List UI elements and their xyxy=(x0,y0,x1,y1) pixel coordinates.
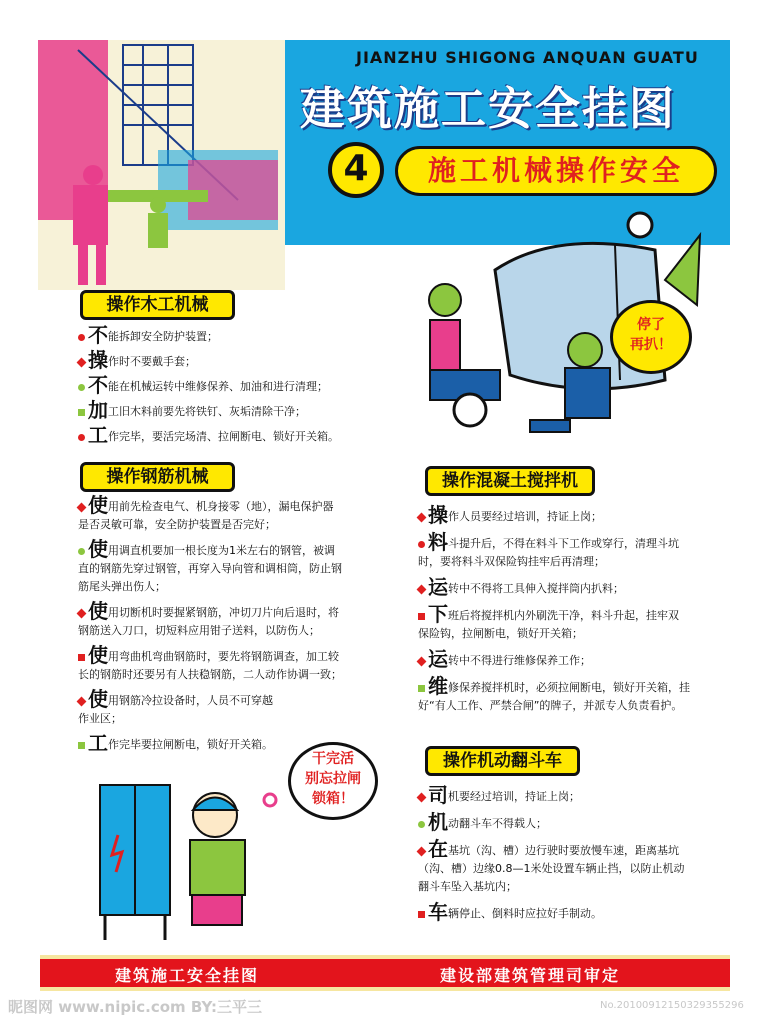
page-title: 建筑施工安全挂图 xyxy=(300,82,677,135)
footer-left-text: 建筑施工安全挂图 xyxy=(115,966,260,985)
list-item xyxy=(78,537,403,596)
item-lead-char: 工 xyxy=(88,731,108,755)
list-item xyxy=(418,837,733,896)
item-text-continued: 作业区； xyxy=(78,712,122,725)
section-title-mixer: 操作混凝土搅拌机 xyxy=(425,466,595,496)
item-lead-char: 下 xyxy=(428,602,448,626)
item-lead-char: 使 xyxy=(88,493,108,517)
item-lead-char: 操 xyxy=(428,503,448,527)
watermark-left: 昵图网 www.nipic.com BY:三平三 xyxy=(8,998,263,1016)
item-text: 转中不得进行维修保养工作； xyxy=(448,654,591,667)
list-item xyxy=(78,398,408,422)
bullet-icon xyxy=(417,656,427,666)
list-item xyxy=(418,602,733,643)
item-text: 用切断机时要握紧钢筋，冲切刀片向后退时，将 xyxy=(108,606,339,619)
bullet-icon xyxy=(418,911,425,918)
item-text: 作完毕要拉闸断电，锁好开关箱。 xyxy=(108,738,273,751)
bullet-icon xyxy=(78,384,85,391)
item-lead-char: 使 xyxy=(88,537,108,561)
carpentry-list xyxy=(78,323,408,451)
chart-number-badge: 4 xyxy=(328,142,384,198)
item-lead-char: 料 xyxy=(428,530,448,554)
item-lead-char: 维 xyxy=(428,674,448,698)
item-lead-char: 不 xyxy=(88,323,108,347)
item-text: 工旧木料前要先将铁钉、灰垢清除干净； xyxy=(108,405,306,418)
item-text-continued: 筋尾头弹出伤人； xyxy=(78,580,166,593)
bullet-icon xyxy=(418,685,425,692)
list-item xyxy=(78,599,403,640)
bullet-icon xyxy=(78,654,85,661)
bullet-icon xyxy=(77,502,87,512)
list-item xyxy=(418,674,733,715)
mixer-list xyxy=(418,503,733,722)
item-lead-char: 司 xyxy=(428,783,448,807)
item-lead-char: 加 xyxy=(88,398,108,422)
bullet-icon xyxy=(418,541,425,548)
item-text: 能在机械运转中维修保养、加油和进行清理； xyxy=(108,380,328,393)
list-item xyxy=(418,575,733,599)
bullet-icon xyxy=(417,584,427,594)
header-pinyin: JIANZHU SHIGONG ANQUAN GUATU xyxy=(356,48,699,67)
list-item xyxy=(418,530,733,571)
item-text: 动翻斗车不得载人； xyxy=(448,817,547,830)
speech-bubble-stop xyxy=(610,300,692,374)
item-text-continued: 翻斗车坠入基坑内； xyxy=(418,880,517,893)
item-text: 机要经过培训，持证上岗； xyxy=(448,790,580,803)
page-subtitle: 施工机械操作安全 xyxy=(395,146,717,196)
item-text: 能拆卸安全防护装置； xyxy=(108,330,218,343)
bullet-icon xyxy=(78,334,85,341)
item-text-continued: 钢筋送入刀口，切短料应用钳子送料，以防伤人； xyxy=(78,624,320,637)
list-item xyxy=(78,373,408,397)
section-title-dumper: 操作机动翻斗车 xyxy=(425,746,580,776)
list-item xyxy=(78,493,403,534)
bullet-icon xyxy=(417,846,427,856)
item-text-continued: 好“有人工作、严禁合闸”的牌子，并派专人负责看护。 xyxy=(418,699,683,712)
item-lead-char: 运 xyxy=(428,575,448,599)
list-item xyxy=(78,687,403,728)
item-lead-char: 使 xyxy=(88,599,108,623)
bubble-line: 再扒！ xyxy=(630,337,672,353)
item-text-continued: 保险钩，拉闸断电，锁好开关箱； xyxy=(418,627,583,640)
item-text: 基坑（沟、槽）边行驶时要放慢车速，距离基坑 xyxy=(448,844,679,857)
list-item xyxy=(418,503,733,527)
item-text-continued: （沟、槽）边缘0.8—1米处设置车辆止挡，以防止机动 xyxy=(418,862,685,875)
bullet-icon xyxy=(77,608,87,618)
item-text: 用钢筋冷拉设备时，人员不可穿越 xyxy=(108,694,273,707)
item-text: 用前先检查电气、机身接零（地），漏电保护器 xyxy=(108,500,334,513)
list-item xyxy=(78,323,408,347)
item-text: 辆停止、倒料时应拉好手制动。 xyxy=(448,907,602,920)
item-lead-char: 运 xyxy=(428,647,448,671)
speech-bubble-switch xyxy=(288,742,378,820)
item-text: 斗提升后，不得在料斗下工作或穿行，清理斗坑 xyxy=(448,537,679,550)
bullet-icon xyxy=(417,512,427,522)
item-lead-char: 使 xyxy=(88,687,108,711)
section-title-carpentry: 操作木工机械 xyxy=(80,290,235,320)
item-text: 用弯曲机弯曲钢筋时，要先将钢筋调查，加工较 xyxy=(108,650,339,663)
section-title-rebar: 操作钢筋机械 xyxy=(80,462,235,492)
list-item xyxy=(418,900,733,924)
bullet-icon xyxy=(78,742,85,749)
construction-workers-illustration xyxy=(38,40,285,290)
item-text: 转中不得将工具伸入搅拌筒内扒料； xyxy=(448,582,624,595)
bubble-line: 停了 xyxy=(637,317,665,333)
item-lead-char: 车 xyxy=(428,900,448,924)
bullet-icon xyxy=(418,821,425,828)
item-lead-char: 操 xyxy=(88,348,108,372)
bullet-icon xyxy=(77,696,87,706)
item-text: 用调直机要加一根长度为1米左右的钢管，被调 xyxy=(108,544,335,557)
item-text: 作完毕，要活完场清、拉闸断电、锁好开关箱。 xyxy=(108,430,339,443)
item-text-continued: 长的钢筋时还要另有人扶稳钢筋，二人动作协调一致； xyxy=(78,668,342,681)
item-lead-char: 在 xyxy=(428,837,448,861)
list-item xyxy=(78,643,403,684)
bubble-line: 别忘拉闸 xyxy=(305,771,361,787)
dumper-list xyxy=(418,783,733,930)
watermark-right: No.20100912150329355296 xyxy=(600,1000,744,1011)
footer-right-text: 建设部建筑管理司审定 xyxy=(440,966,621,985)
bubble-line: 锁箱！ xyxy=(312,791,354,807)
bullet-icon xyxy=(77,357,87,367)
bullet-icon xyxy=(78,434,85,441)
bullet-icon xyxy=(78,409,85,416)
list-item xyxy=(418,810,733,834)
item-text: 作时不要戴手套； xyxy=(108,355,196,368)
list-item xyxy=(418,783,733,807)
item-lead-char: 工 xyxy=(88,423,108,447)
item-text-continued: 时，要将料斗双保险钩挂牢后再清理； xyxy=(418,555,605,568)
item-text-continued: 是否灵敏可靠，安全防护装置是否完好； xyxy=(78,518,276,531)
item-lead-char: 使 xyxy=(88,643,108,667)
bullet-icon xyxy=(78,548,85,555)
bullet-icon xyxy=(418,613,425,620)
item-lead-char: 机 xyxy=(428,810,448,834)
item-text: 修保养搅拌机时，必须拉闸断电，锁好开关箱，挂 xyxy=(448,681,690,694)
item-lead-char: 不 xyxy=(88,373,108,397)
item-text: 作人员要经过培训，持证上岗； xyxy=(448,510,602,523)
bullet-icon xyxy=(417,792,427,802)
bubble-line: 干完活 xyxy=(312,751,354,767)
list-item xyxy=(418,647,733,671)
list-item xyxy=(78,423,408,447)
item-text: 班后将搅拌机内外刷洗干净，料斗升起，挂牢双 xyxy=(448,609,679,622)
item-text-continued: 直的钢筋先穿过钢管，再穿入导向管和调相筒，防止钢 xyxy=(78,562,342,575)
list-item xyxy=(78,348,408,372)
switch-box-worker-illustration xyxy=(90,780,290,950)
rebar-list xyxy=(78,493,403,760)
